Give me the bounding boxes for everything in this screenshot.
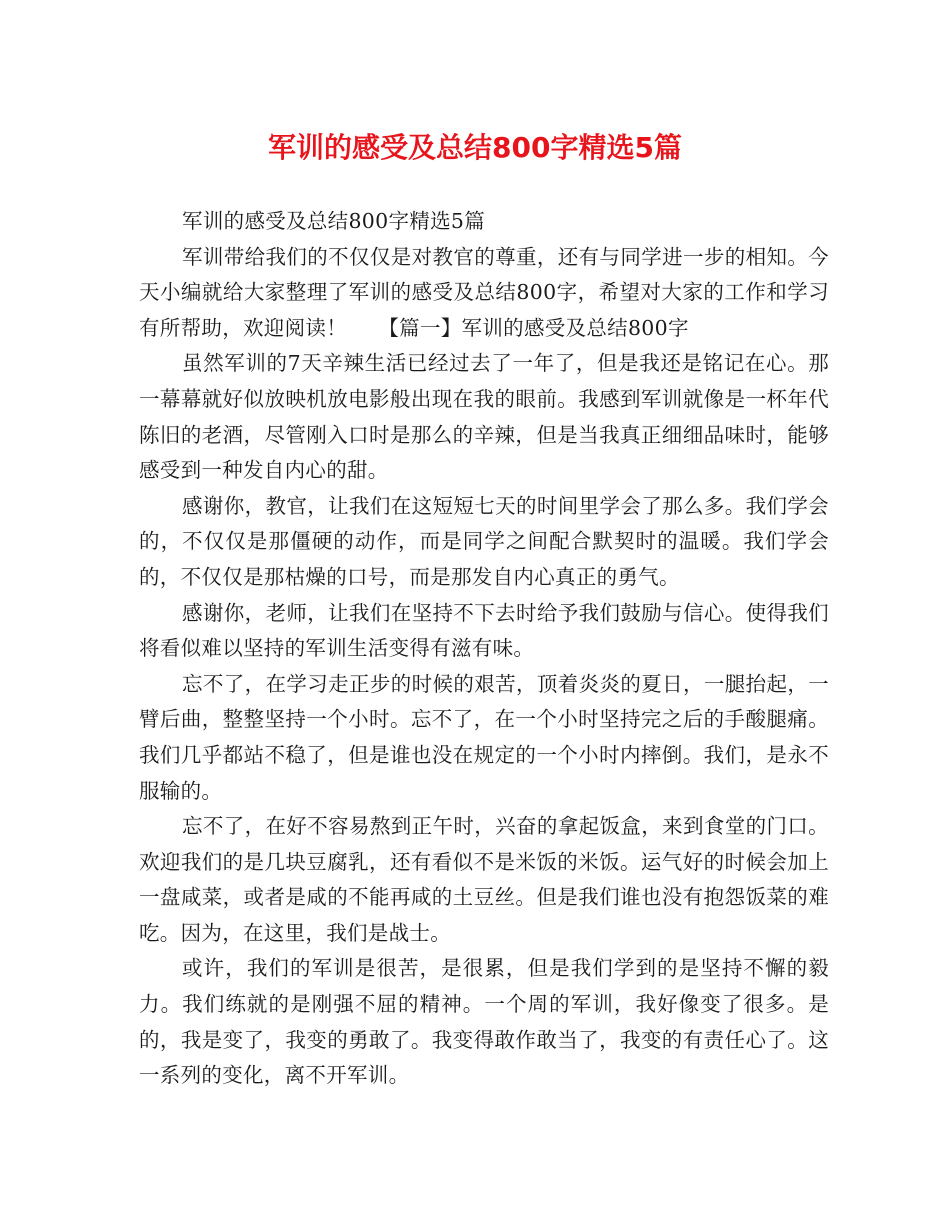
body-paragraph: 虽然军训的7天辛辣生活已经过去了一年了，但是我还是铭记在心。那一幕幕就好似放映机放电影般出现在我的眼前。我感到军训就像是一杯年代陈旧的老酒，尽管刚入口时是那么的辛辣，但是当我真正细细品味时，能够感受到一种发自内心的甜。 (139, 351, 829, 483)
body-paragraph: 或许，我们的军训是很苦，是很累，但是我们学到的是坚持不懈的毅力。我们练就的是刚强不屈的精神。一个周的军训，我好像变了很多。是的，我是变了，我变的勇敢了。我变得敢作敢当了，我变的有责任心了。这一系列的变化，离不开军训。 (139, 956, 829, 1088)
body-paragraph: 忘不了，在学习走正步的时候的艰苦，顶着炎炎的夏日，一腿抬起，一臂后曲，整整坚持一个小时。忘不了，在一个小时坚持完之后的手酸腿痛。我们几乎都站不稳了，但是谁也没在规定的一个小时内摔倒。我们，是永不服输的。 (139, 671, 829, 803)
body-paragraph: 感谢你，教官，让我们在这短短七天的时间里学会了那么多。我们学会的，不仅仅是那僵硬的动作，而是同学之间配合默契时的温暖。我们学会的，不仅仅是那枯燥的口号，而是那发自内心真正的勇气。 (139, 493, 829, 589)
subtitle-paragraph: 军训的感受及总结800字精选5篇 (182, 209, 486, 233)
body-paragraph: 感谢你，老师，让我们在坚持不下去时给予我们鼓励与信心。使得我们将看似难以坚持的军训生活变得有滋有味。 (139, 600, 829, 661)
intro-paragraph: 军训带给我们的不仅仅是对教官的尊重，还有与同学进一步的相知。今天小编就给大家整理了军训的感受及总结800字，希望对大家的工作和学习有所帮助，欢迎阅读！ 【篇一】军训的感受及总结800字 (139, 244, 829, 340)
body-paragraph: 忘不了，在好不容易熬到正午时，兴奋的拿起饭盒，来到食堂的门口。欢迎我们的是几块豆腐乳，还有看似不是米饭的米饭。运气好的时候会加上一盘咸菜，或者是咸的不能再咸的土豆丝。但是我们谁也没有抱怨饭菜的难吃。因为，在这里，我们是战士。 (139, 814, 829, 945)
document-body (139, 204, 829, 1094)
document-title: 军训的感受及总结800字精选5篇 (268, 131, 682, 164)
